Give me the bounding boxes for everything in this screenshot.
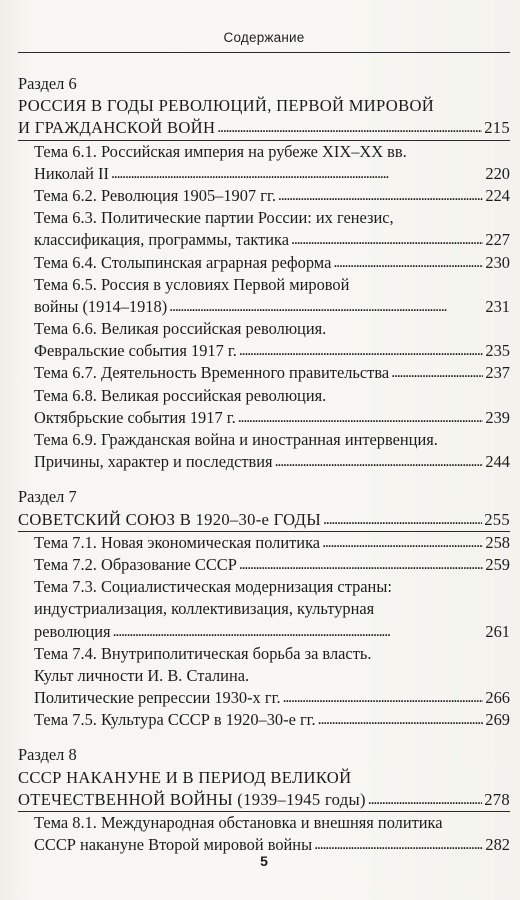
section-label: Раздел 6 <box>18 74 77 93</box>
dot-leader <box>391 361 483 384</box>
section-gap <box>18 473 510 486</box>
toc-topic-line-text: Февральские события 1917 г. <box>34 341 237 361</box>
toc-topic-line[interactable] <box>18 598 510 620</box>
toc-topic-line-text: индустриализация, коллективизация, культурная <box>34 599 375 619</box>
toc-topic-line[interactable] <box>18 385 510 407</box>
toc-topic-line[interactable] <box>18 163 510 185</box>
page-ref: 278 <box>484 789 510 809</box>
section-label: Раздел 7 <box>18 487 77 507</box>
header-rule <box>18 52 510 53</box>
toc-topic-line-text: Тема 7.1. Новая экономическая политика <box>34 532 321 552</box>
toc-topic-line[interactable] <box>18 185 510 207</box>
page-ref: 266 <box>485 688 510 708</box>
toc-topic-line[interactable] <box>18 141 510 163</box>
toc-topic-line-text: Культ личности И. В. Сталина. <box>34 665 250 685</box>
toc-topic-line-text: Тема 6.5. Россия в условиях Первой мировой <box>34 274 350 294</box>
toc-topic-line-text: революция <box>34 621 111 641</box>
toc-topic-line-text: классификация, программы, тактика <box>34 230 290 250</box>
section-title-line[interactable] <box>18 509 510 531</box>
page-ref: 220 <box>485 163 510 183</box>
section-title-line[interactable] <box>18 117 510 139</box>
toc-section <box>18 73 510 473</box>
dot-leader <box>239 553 484 576</box>
toc-topic-line-text: Тема 7.5. Культура СССР в 1920–30-е гг. <box>34 710 316 730</box>
toc-topic-line-text: Тема 8.1. Международная обстановка и внешняя политика <box>34 813 443 832</box>
dot-leader <box>169 295 483 318</box>
page-ref: 227 <box>485 230 510 250</box>
page-ref: 261 <box>485 621 510 641</box>
toc-topic-line-text: СССР накануне Второй мировой войны <box>34 835 313 855</box>
toc-topic-line-text: Тема 6.3. Политические партии России: их генезис, <box>34 208 394 228</box>
section-title-line[interactable] <box>18 95 510 117</box>
toc-topic-line-text: Политические репрессии 1930-х гг. <box>34 688 281 708</box>
page-ref: 244 <box>485 452 510 472</box>
toc-topic-line[interactable] <box>18 576 510 598</box>
toc-topic-line-text: Тема 6.9. Гражданская война и иностранная интервенция. <box>34 430 438 449</box>
toc-topic-line[interactable] <box>18 643 510 665</box>
section-title-line-text: СССР НАКАНУНЕ И В ПЕРИОД ВЕЛИКОЙ <box>18 767 352 787</box>
toc-topic-line-text: Тема 6.1. Российская империя на рубеже XIX–XX вв. <box>34 141 407 161</box>
section-title-line-text: И ГРАЖДАНСКОЙ ВОЙН <box>18 118 216 138</box>
toc-topic-line[interactable] <box>18 554 510 576</box>
section-title-line-text: РОССИЯ В ГОДЫ РЕВОЛЮЦИЙ, ПЕРВОЙ МИРОВОЙ <box>18 96 435 116</box>
page-ref: 237 <box>485 363 510 383</box>
dot-leader <box>275 450 484 473</box>
toc-topic-line-text: Тема 6.8. Великая российская революция. <box>34 385 327 405</box>
section-title-line[interactable] <box>18 789 510 811</box>
dot-leader <box>238 406 484 429</box>
toc-topic-line[interactable] <box>18 296 510 318</box>
table-of-contents <box>18 73 510 856</box>
page-ref: 230 <box>485 252 510 272</box>
page-number: 5 <box>260 853 268 869</box>
page-ref: 282 <box>485 835 510 855</box>
toc-section <box>18 486 510 731</box>
dot-leader <box>111 162 483 185</box>
dot-leader <box>278 184 483 207</box>
toc-topic-line-text: Причины, характер и последствия <box>34 452 273 472</box>
page-ref: 269 <box>485 710 510 730</box>
dot-leader <box>318 708 484 731</box>
dot-leader <box>217 116 482 139</box>
section-title-line[interactable] <box>18 767 510 789</box>
toc-topic-line[interactable] <box>18 621 510 643</box>
page-ref: 215 <box>484 118 510 138</box>
toc-topic-line[interactable] <box>18 407 510 429</box>
toc-topic-line[interactable] <box>18 687 510 709</box>
section-label: Раздел 8 <box>18 745 77 765</box>
toc-topic-line[interactable] <box>18 229 510 251</box>
section-title-line-text: ОТЕЧЕСТВЕННОЙ ВОЙНЫ (1939–1945 годы) <box>18 789 366 809</box>
toc-topic-line-text: Тема 6.2. Революция 1905–1907 гг. <box>34 185 276 205</box>
page-ref: 231 <box>485 296 510 316</box>
dot-leader <box>368 788 482 811</box>
page-ref: 224 <box>485 185 510 205</box>
toc-topic-line-text: войны (1914–1918) <box>34 296 168 316</box>
dot-leader <box>333 251 483 274</box>
toc-topic-line[interactable] <box>18 340 510 362</box>
page-ref: 255 <box>484 509 510 529</box>
toc-topic-line[interactable] <box>18 274 510 296</box>
toc-topic-line-text: Тема 6.4. Столыпинская аграрная реформа <box>34 252 332 272</box>
toc-topic-line[interactable] <box>18 709 510 731</box>
toc-topic-line[interactable] <box>18 429 510 451</box>
toc-topic-line[interactable] <box>18 207 510 229</box>
dot-leader <box>323 508 482 531</box>
toc-topic-line[interactable] <box>18 812 510 834</box>
dot-leader <box>283 686 484 709</box>
dot-leader <box>113 620 484 643</box>
dot-leader <box>239 339 484 362</box>
toc-topic-line[interactable] <box>18 532 510 554</box>
toc-topic-line[interactable] <box>18 665 510 687</box>
page-ref: 258 <box>485 532 510 552</box>
toc-topic-line-text: Тема 7.3. Социалистическая модернизация страны: <box>34 577 392 597</box>
toc-topic-line-text: Тема 7.2. Образование СССР <box>34 554 237 574</box>
toc-topic-line-text: Тема 6.7. Деятельность Временного правительства <box>34 363 390 383</box>
toc-topic-line[interactable] <box>18 252 510 274</box>
section-title-line-text: СОВЕТСКИЙ СОЮЗ В 1920–30-е ГОДЫ <box>18 509 321 529</box>
dot-leader <box>322 531 483 554</box>
page-ref: 259 <box>485 554 510 574</box>
toc-topic-line[interactable] <box>18 318 510 340</box>
toc-topic-line-text: Тема 7.4. Внутриполитическая борьба за власть. <box>34 643 372 663</box>
toc-topic-line-text: Тема 6.6. Великая российская революция. <box>34 319 327 339</box>
page-ref: 235 <box>485 341 510 361</box>
toc-topic-line[interactable] <box>18 451 510 473</box>
toc-section <box>18 744 510 856</box>
page-ref: 239 <box>485 407 510 427</box>
toc-topic-line[interactable] <box>18 362 510 384</box>
section-gap <box>18 731 510 744</box>
toc-topic-line-text: Николай II <box>34 163 109 183</box>
dot-leader <box>291 228 483 251</box>
running-head: Содержание <box>223 30 305 45</box>
toc-topic-line-text: Октябрьские события 1917 г. <box>34 407 236 427</box>
